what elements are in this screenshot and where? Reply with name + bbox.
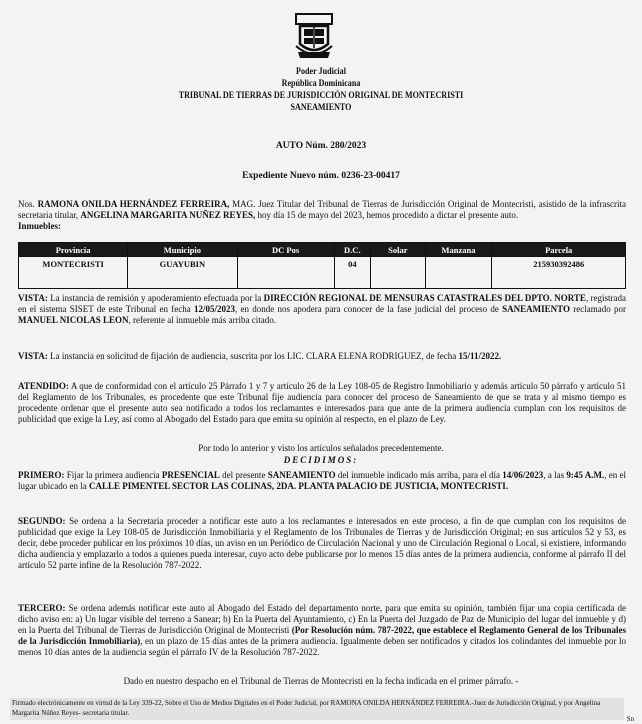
col-solar: Solar <box>371 243 426 257</box>
atendido-paragraph: ATENDIDO: A que de conformidad con el artículo 25 Párrafo 1 y 7 y artículo 26 de la Ley 108-05 de Registro Inmobiliario y además artículo 50 párrafo y artículo 51 del Reglamento de los Tribunales, es procedente que este Tribunal fije audiencia para conocer del proceso de Saneamiento de que se trata y al mismo tiempo es procedente ordenar que el presente auto sea notificado a todos los reclamantes e interesados para que ante de la primera audiencia cumplan con los requisitos de publicidad que exige la Ley, así como al Abogado del Estado para que emita su opinión al respecto, en el plazo de Ley. <box>18 381 626 424</box>
col-dc-pos: DC Pos <box>237 243 334 257</box>
primero-paragraph: PRIMERO: Fijar la primera audiencia PRESENCIAL del presente SANEAMIENTO del inmueble indicado más arriba, para el día 14/06/2023, a las 9:45 A.M., en el lugar ubicado en la CALLE PIMENTEL SECTOR LAS COLINAS, 2DA. PLANTA PALACIO DE JUSTICIA, MONTECRISTI. <box>18 470 626 491</box>
cell-dc-pos <box>237 257 334 289</box>
cell-municipio: GUAYUBIN <box>128 257 237 289</box>
cell-solar <box>371 257 426 289</box>
table-row <box>19 257 626 289</box>
header-saneamiento: SANEAMIENTO <box>290 103 352 113</box>
cell-parcela: 215930392486 <box>492 257 626 289</box>
vista-fijacion-paragraph: VISTA: La instancia en solicitud de fijación de audiencia, suscrita por los LIC. CLARA ELENA RODRIGUEZ, de fecha 15/11/2022. <box>18 351 502 361</box>
col-municipio: Municipio <box>128 243 237 257</box>
dado-line: Dado en nuestro despacho en el Tribunal de Tierras de Montecristi en la fecha indicada en el primer párrafo. - <box>123 676 519 686</box>
auto-number: AUTO Núm. 280/2023 <box>275 141 367 151</box>
por-todo-line: Por todo lo anterior y visto los artículos señalados precedentemente. <box>198 443 444 453</box>
header-tribunal: TRIBUNAL DE TIERRAS DE JURISDICCIÓN ORIGINAL DE MONTECRISTI <box>178 91 464 101</box>
document-header <box>0 66 642 114</box>
col-manzana: Manzana <box>425 243 492 257</box>
table-header-row <box>19 243 626 257</box>
vista-remision-paragraph: VISTA: La instancia de remisión y apoderamiento efectuada por la DIRECCIÓN REGIONAL DE MENSURAS CATASTRALES DEL DPTO. NORTE, registrada en el sistema SISET de este Tribunal en fecha 12/05/2023, en donde nos apodera para conocer de la fase judicial del proceso de SANEAMIENTO reclamado por MANUEL NICOLAS LEON, referente al inmueble más arriba citado. <box>18 293 627 325</box>
judge-name: RAMONA ONILDA HERNÁNDEZ FERREIRA, <box>37 199 230 209</box>
coat-of-arms-seal <box>294 12 334 62</box>
electronic-signature-footer: Firmado electrónicamente en virtud de la Ley 339-22, Sobre el Uso de Medios Digitales en el Poder Judicial, por RAMONA ONILDA HERNÁNDEZ FERREIRA.-Juez de Jurisdicción Original, y por Angelina Margarita Núñez Reyes- secretaria titular. <box>10 698 624 720</box>
inmuebles-table <box>18 242 626 289</box>
segundo-paragraph: SEGUNDO: Se ordena a la Secretaria proceder a notificar este auto a los reclamantes e interesados en este proceso, a fin de que cumplan con los requisitos de publicidad que exige la Ley 108-05 de Jurisdicción Inmobiliaria y el Reglamento de los Tribunales de Tierras y de Jurisdicción Original; en sus artículos 52 y 53, es decir, debe proceder publicar en los próximos 10 días, un aviso en un Periódico de Circulación Nacional y uno de Circulación Regional o Local, si existiere, informando dicha audiencia y emplazarlo a todos a quienes pueda interesar, cuyo acto debe publicarse por lo menos 15 días antes de la primera audiencia, conforme al párrafo II del artículo 52 parte infine de la Resolución 787-2022. <box>18 516 626 570</box>
tercero-paragraph: TERCERO: Se ordena además notificar este auto al Abogado del Estado del departamento norte, para que emita su opinión, también fijar una copia certificada de dicho aviso en: a) Un lugar visible del terreno a Sanear; b) En la Puerta del Ayuntamiento, c) En la Puerta del Juzgado de Paz de Municipio del lugar del inmueble y d) en la Puerta del Tribunal de Tierras de Jurisdicción Original de Montecristi (Por Resolución núm. 787-2022, que establece el Reglamento General de los Tribunales de la Jurisdicción Inmobiliaria), en un plazo de 15 días antes de la primera audiencia. Igualmente deben ser notificados y citados los colindantes del inmueble por lo menos 10 días antes de la audiencia según el párrafo IV de la Resolución 787-2022. <box>18 603 627 657</box>
cell-dc: 04 <box>334 257 370 289</box>
expediente-number: Expediente Nuevo núm. 0236-23-00417 <box>242 171 400 181</box>
col-parcela: Parcela <box>492 243 626 257</box>
corner-initials: Sn <box>626 715 634 723</box>
secretary-name: ANGELINA MARGARITA NUÑEZ REYES, <box>80 210 256 220</box>
intro-paragraph: Nos. RAMONA ONILDA HERNÁNDEZ FERREIRA, MAG. Juez Titular del Tribunal de Tierras de Jurisdicción Original de Montecristi, asistido de la infrascrita secretaria titular, ANGELINA MARGARITA NUÑEZ REYES, hoy día 15 de mayo del 2023, hemos procedido a dictar el presente auto. Inmuebles: <box>18 199 627 231</box>
col-dc: D.C. <box>334 243 370 257</box>
decidimos-heading: DECIDIMOS: <box>283 455 359 465</box>
cell-provincia: MONTECRISTI <box>19 257 128 289</box>
inmuebles-label: Inmuebles: <box>18 221 62 231</box>
header-republica: República Dominicana <box>281 79 361 89</box>
header-poder-judicial: Poder Judicial <box>296 67 346 77</box>
cell-manzana <box>425 257 492 289</box>
col-provincia: Provincia <box>19 243 128 257</box>
